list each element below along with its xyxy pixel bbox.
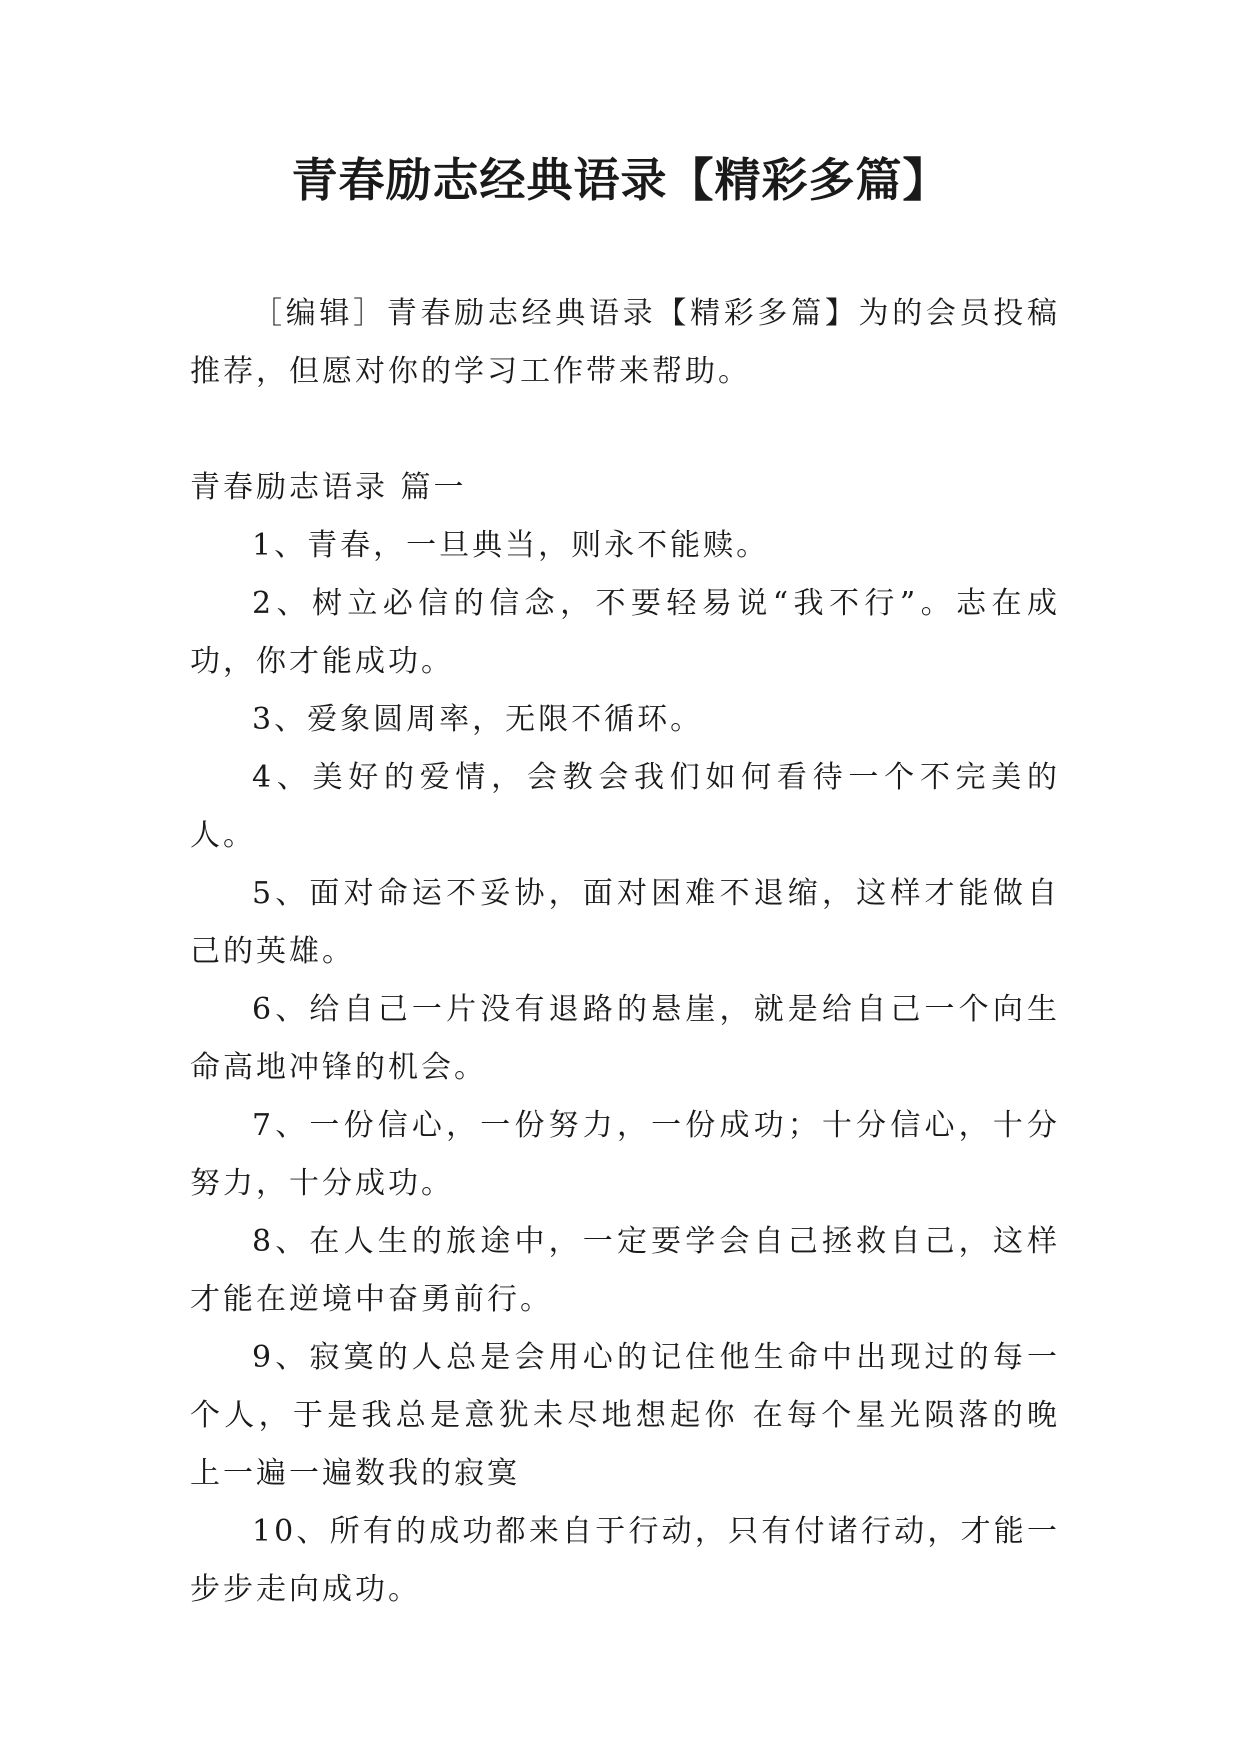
document-body [190,285,1060,1619]
intro-paragraph: ［编辑］青春励志经典语录【精彩多篇】为的会员投稿推荐，但愿对你的学习工作带来帮助。 [190,296,1060,389]
quote-item-10: 10、所有的成功都来自于行动，只有付诸行动，才能一步步走向成功。 [190,1514,1060,1607]
quote-item-4: 4、美好的爱情，会教会我们如何看待一个不完美的人。 [190,760,1060,853]
quote-item-5: 5、面对命运不妥协，面对困难不退缩，这样才能做自己的英雄。 [190,876,1060,969]
quote-item-3: 3、爱象圆周率，无限不循环。 [252,702,704,737]
quote-item-6: 6、给自己一片没有退路的悬崖，就是给自己一个向生命高地冲锋的机会。 [190,992,1060,1085]
quote-item-7: 7、一份信心，一份努力，一份成功；十分信心，十分努力，十分成功。 [190,1108,1060,1201]
quote-item-2: 2、树立必信的信念，不要轻易说“我不行”。志在成功，你才能成功。 [190,586,1060,679]
section-heading: 青春励志语录 篇一 [190,470,467,505]
quote-item-9: 9、寂寞的人总是会用心的记住他生命中出现过的每一个人，于是我总是意犹未尽地想起你 在每个星光陨落的晚上一遍一遍数我的寂寞 [190,1340,1060,1491]
quote-item-8: 8、在人生的旅途中，一定要学会自己拯救自己，这样才能在逆境中奋勇前行。 [190,1224,1060,1317]
document-title: 青春励志经典语录【精彩多篇】 [291,153,950,207]
quote-item-1: 1、青春，一旦典当，则永不能赎。 [252,528,770,563]
